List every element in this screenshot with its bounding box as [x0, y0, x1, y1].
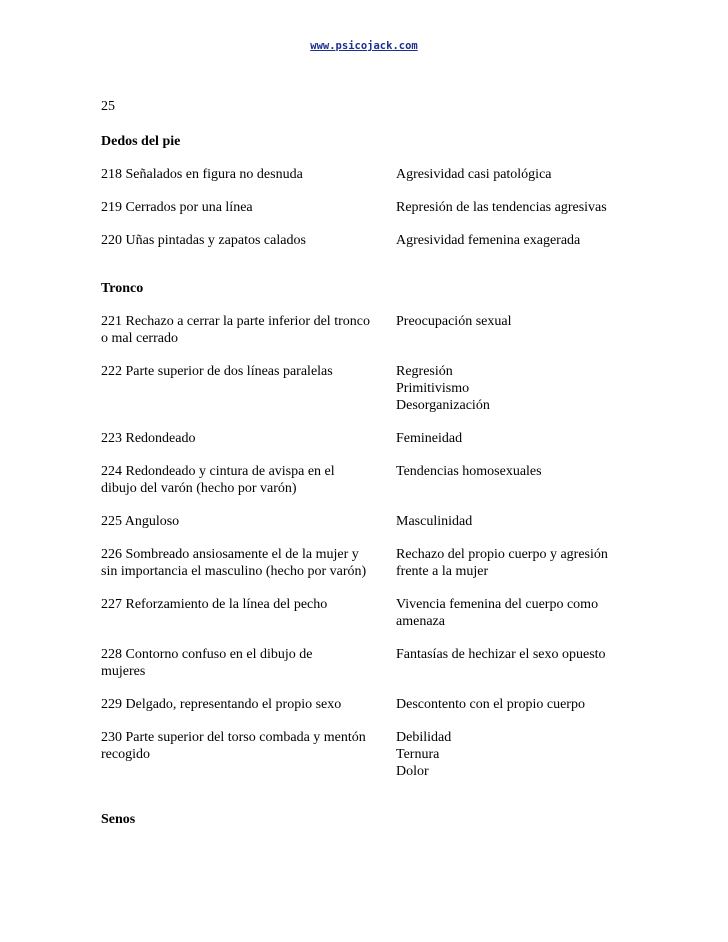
entry-description-line: 223 Redondeado [101, 431, 196, 446]
entry-interpretation-line: amenaza [396, 614, 445, 629]
entry-interpretation [396, 363, 641, 414]
entry-interpretation-line: Dolor [396, 764, 429, 779]
entry-interpretation-line: Fantasías de hechizar el sexo opuesto [396, 647, 606, 662]
entry-interpretation [396, 513, 641, 530]
entry-221 [101, 313, 641, 347]
entry-description [101, 596, 396, 630]
entry-220 [101, 232, 641, 249]
entry-description-line: recogido [101, 747, 150, 762]
entry-224 [101, 463, 641, 497]
entry-interpretation-line: Agresividad femenina exagerada [396, 233, 581, 248]
entry-interpretation-line: Preocupación sexual [396, 314, 512, 329]
header-site-link[interactable]: www.psicojack.com [310, 40, 418, 52]
entry-description-line: 224 Redondeado y cintura de avispa en el [101, 464, 335, 479]
entry-description [101, 546, 396, 580]
entry-227 [101, 596, 641, 630]
entry-228 [101, 646, 641, 680]
entry-description-line: 218 Señalados en figura no desnuda [101, 167, 303, 182]
entry-226 [101, 546, 641, 580]
entry-interpretation-line: Agresividad casi patológica [396, 167, 552, 182]
entry-description [101, 430, 396, 447]
entry-225 [101, 513, 641, 530]
entry-description-line: 230 Parte superior del torso combada y mentón [101, 730, 366, 745]
entry-interpretation-line: Descontento con el propio cuerpo [396, 697, 585, 712]
entry-description-line: 227 Reforzamiento de la línea del pecho [101, 597, 328, 612]
entry-description-line: sin importancia el masculino (hecho por varón) [101, 564, 367, 579]
entry-interpretation-line: Ternura [396, 747, 440, 762]
entry-description [101, 232, 396, 249]
entry-interpretation-line: Femineidad [396, 431, 463, 446]
entry-interpretation [396, 596, 641, 630]
entry-interpretation-line: Regresión [396, 364, 453, 379]
entry-interpretation [396, 696, 641, 713]
entry-description [101, 513, 396, 530]
entry-description-line: 228 Contorno confuso en el dibujo de [101, 647, 313, 662]
entry-description [101, 729, 396, 780]
entry-interpretation-line: Represión de las tendencias agresivas [396, 200, 607, 215]
entry-description-line: 219 Cerrados por una línea [101, 200, 253, 215]
entry-interpretation [396, 463, 641, 497]
section-dedos-del-pie [101, 133, 641, 249]
entry-interpretation [396, 166, 641, 183]
entry-description [101, 463, 396, 497]
entry-description [101, 199, 396, 216]
entry-description [101, 313, 396, 347]
entry-description [101, 363, 396, 414]
document-body [101, 133, 641, 844]
section-title: Senos [101, 812, 136, 827]
entry-description-line: 222 Parte superior de dos líneas paralelas [101, 364, 333, 379]
entry-interpretation [396, 729, 641, 780]
entry-230 [101, 729, 641, 780]
entry-219 [101, 199, 641, 216]
entry-interpretation [396, 313, 641, 347]
entry-description [101, 696, 396, 713]
entry-interpretation [396, 232, 641, 249]
entry-223 [101, 430, 641, 447]
entry-interpretation-line: Primitivismo [396, 381, 470, 396]
entry-interpretation-line: Desorganización [396, 398, 490, 413]
entry-interpretation [396, 430, 641, 447]
entry-description-line: mujeres [101, 664, 146, 679]
entry-interpretation-line: Vivencia femenina del cuerpo como [396, 597, 599, 612]
entry-interpretation [396, 646, 641, 680]
entry-interpretation-line: Tendencias homosexuales [396, 464, 542, 479]
entry-description [101, 166, 396, 183]
entry-description-line: 225 Anguloso [101, 514, 180, 529]
entry-description-line: 226 Sombreado ansiosamente el de la mujer y [101, 547, 359, 562]
entry-description [101, 646, 396, 680]
entry-description-line: 229 Delgado, representando el propio sexo [101, 697, 342, 712]
entry-interpretation-line: Masculinidad [396, 514, 473, 529]
section-title: Dedos del pie [101, 134, 181, 149]
entry-interpretation [396, 199, 641, 216]
section-tronco [101, 280, 641, 780]
entry-description-line: 220 Uñas pintadas y zapatos calados [101, 233, 306, 248]
entry-222 [101, 363, 641, 414]
entry-218 [101, 166, 641, 183]
entry-description-line: o mal cerrado [101, 331, 178, 346]
section-senos [101, 811, 641, 828]
page-number: 25 [101, 99, 115, 114]
section-title: Tronco [101, 281, 144, 296]
entry-description-line: dibujo del varón (hecho por varón) [101, 481, 297, 496]
entry-interpretation-line: Debilidad [396, 730, 452, 745]
entry-interpretation [396, 546, 641, 580]
entry-interpretation-line: Rechazo del propio cuerpo y agresión [396, 547, 608, 562]
entry-interpretation-line: frente a la mujer [396, 564, 489, 579]
entry-229 [101, 696, 641, 713]
entry-description-line: 221 Rechazo a cerrar la parte inferior del tronco [101, 314, 370, 329]
